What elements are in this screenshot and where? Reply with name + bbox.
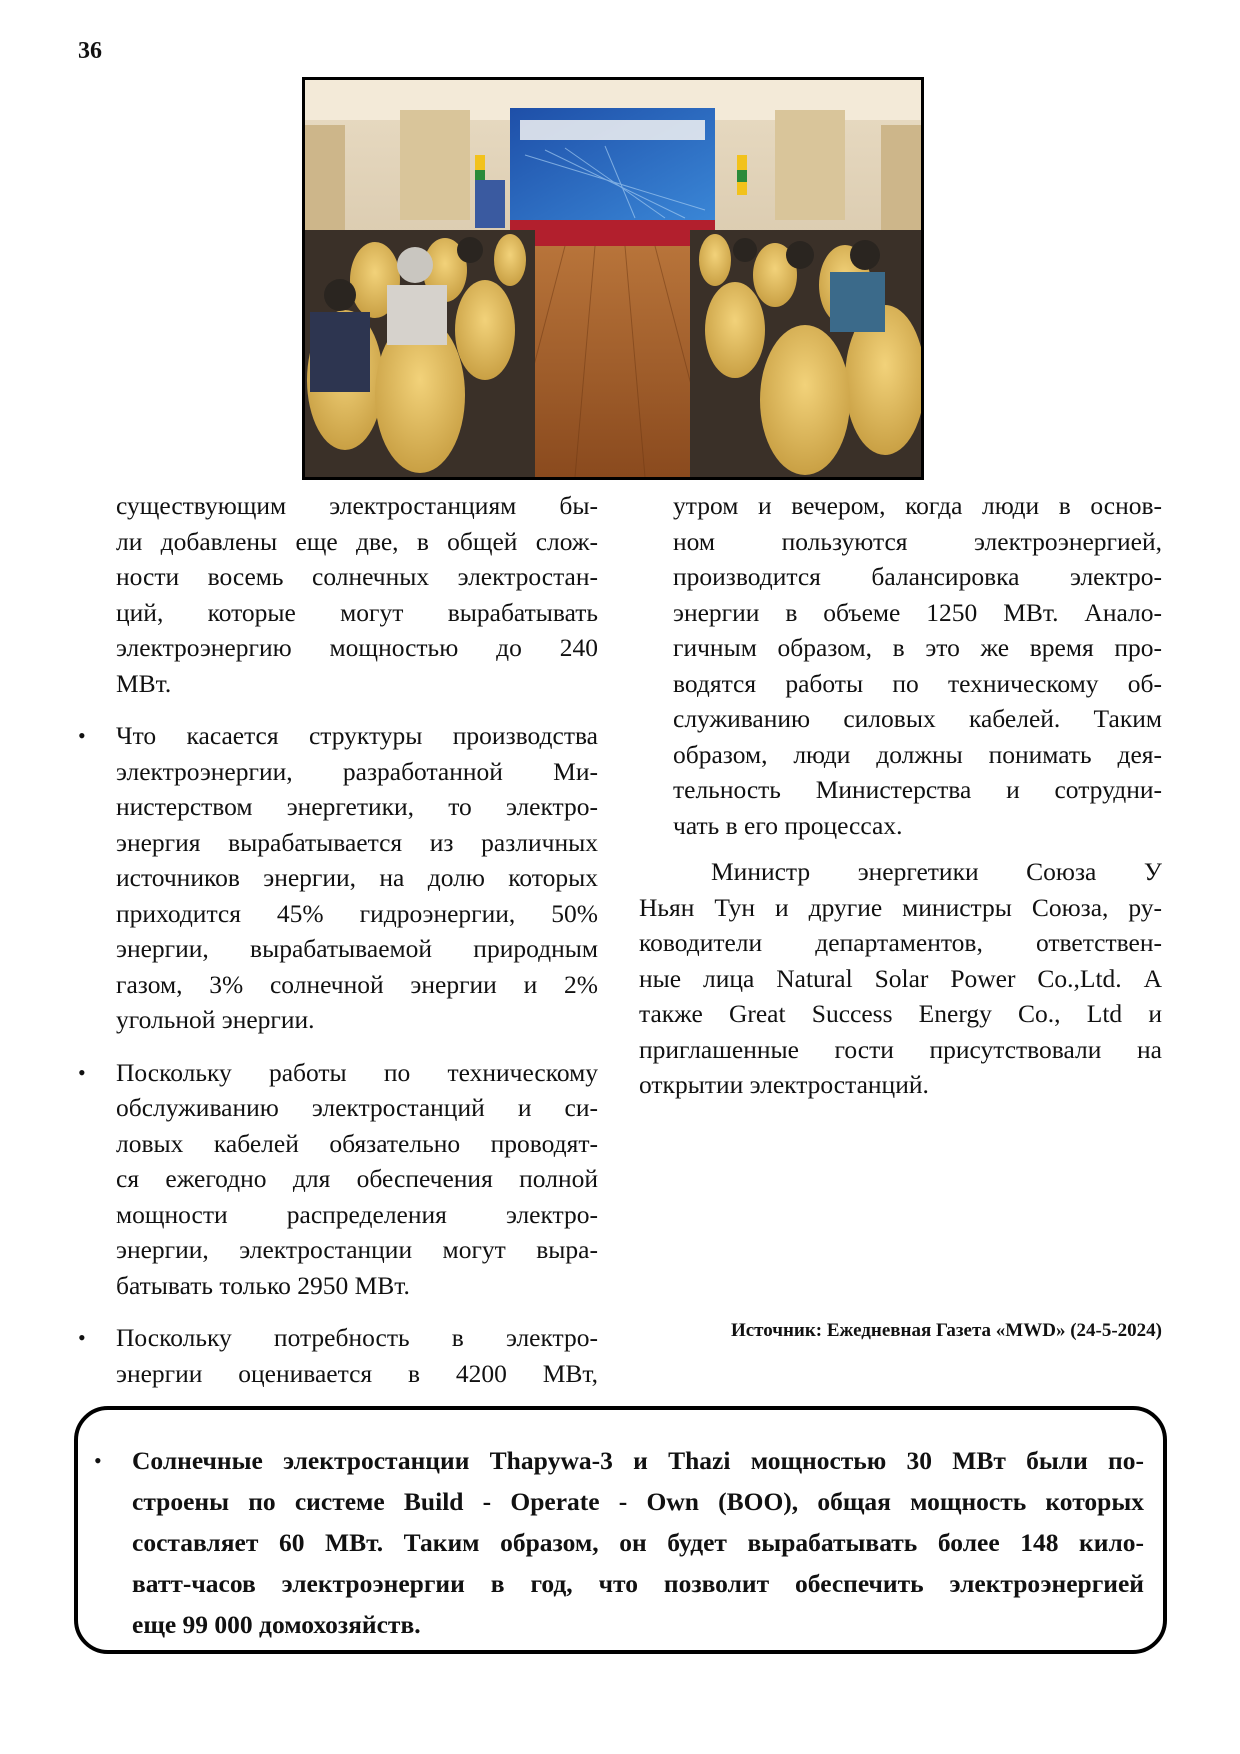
left-column — [116, 488, 598, 1391]
bullet-item-energy-structure — [116, 718, 598, 1038]
text-line: электроэнергию мощностью до 240 — [116, 633, 598, 662]
text-line: ном пользуются электроэнергией, — [673, 526, 1162, 556]
text-line: ся ежегодно для обеспечения полной — [116, 1164, 598, 1193]
text-line: ли добавлены еще две, в общей слож- — [116, 526, 598, 556]
text-line: нистерством энергетики, то электро- — [116, 792, 598, 821]
text-line: приходится 45% гидроэнергии, 50% — [116, 898, 598, 928]
text-line: гичным образом, в это же время про- — [673, 633, 1162, 662]
summary-box — [74, 1406, 1167, 1654]
text-line: также Great Success Energy Co., Ltd и — [639, 999, 1162, 1028]
bullet-item-demand — [116, 1320, 598, 1391]
text-line: угольной энергии. — [116, 1005, 315, 1034]
summary-text — [132, 1440, 1144, 1645]
right-continuation-paragraph — [639, 488, 1162, 843]
right-column — [639, 488, 1162, 1103]
text-line: строены по системе Build - Operate - Own (BOO), общая мощность которых — [132, 1487, 1144, 1516]
text-line: тельность Министерства и сотрудни- — [673, 775, 1162, 804]
text-line: источников энергии, на долю которых — [116, 863, 598, 892]
text-line: • Поскольку работы по техническому — [116, 1057, 598, 1087]
text-line: производится балансировка электро- — [673, 562, 1162, 591]
text-line: батывать только 2950 МВт. — [116, 1270, 410, 1300]
bullet-item-maintenance — [116, 1055, 598, 1304]
text-line: • Поскольку потребность в электро- — [116, 1323, 598, 1352]
text-line: ные лица Natural Solar Power Co.,Ltd. А — [639, 963, 1162, 993]
text-line: существующим электростанциям бы- — [116, 491, 598, 520]
text-line: открытии электростанций. — [639, 1070, 929, 1099]
text-line: служиванию силовых кабелей. Таким — [673, 704, 1162, 733]
text-line: составляет 60 МВт. Таким образом, он будет вырабатывать более 148 кило- — [132, 1528, 1144, 1557]
text-line: чать в его процессах. — [673, 810, 903, 840]
text-line: Министр энергетики Союза У — [711, 857, 1162, 886]
text-line: газом, 3% солнечной энергии и 2% — [116, 969, 598, 999]
text-line: электроэнергии, разработанной Ми- — [116, 756, 598, 786]
ministers-paragraph — [639, 854, 1162, 1103]
text-line: мощности распределения электро- — [116, 1199, 598, 1229]
text-line: энергии, электростанции могут выра- — [116, 1235, 598, 1264]
text-line: • Что касается структуры производства — [116, 721, 598, 750]
text-line: ций, которые могут вырабатывать — [116, 597, 598, 627]
text-line: ности восемь солнечных электростан- — [116, 562, 598, 591]
text-line: Ньян Тун и другие министры Союза, ру- — [639, 892, 1162, 922]
text-line: ководители департаментов, ответствен- — [639, 928, 1162, 957]
source-citation: Источник: Ежедневная Газета «MWD» (24-5-2024) — [730, 1320, 1162, 1341]
text-line: еще 99 000 домохозяйств. — [132, 1610, 421, 1639]
text-line: ватт-часов электроэнергии в год, что позволит обеспечить электроэнергией — [132, 1569, 1144, 1598]
text-line: МВт. — [116, 668, 172, 698]
text-line: обслуживанию электростанций и си- — [116, 1093, 598, 1122]
text-line: энергия вырабатывается из различных — [116, 827, 598, 857]
text-line: образом, люди должны понимать дея- — [673, 739, 1162, 769]
conference-hall-illustration — [305, 80, 921, 477]
page-number: 36 — [78, 38, 102, 64]
left-continuation-paragraph — [116, 488, 598, 701]
text-line: приглашенные гости присутствовали на — [639, 1034, 1162, 1064]
bullet-marker: • — [94, 1448, 102, 1473]
text-line: Солнечные электростанции Thapywa-3 и Thazi мощностью 30 МВт были по- — [132, 1446, 1144, 1475]
text-line: энергии, вырабатываемой природным — [116, 934, 598, 963]
text-line: утром и вечером, когда люди в основ- — [673, 491, 1162, 520]
text-line: энергии в объеме 1250 МВт. Анало- — [673, 597, 1162, 627]
text-line: ловых кабелей обязательно проводят- — [116, 1128, 598, 1158]
conference-photo — [302, 77, 924, 480]
text-line: энергии оценивается в 4200 МВт, — [116, 1358, 598, 1388]
text-line: водятся работы по техническому об- — [673, 668, 1162, 698]
